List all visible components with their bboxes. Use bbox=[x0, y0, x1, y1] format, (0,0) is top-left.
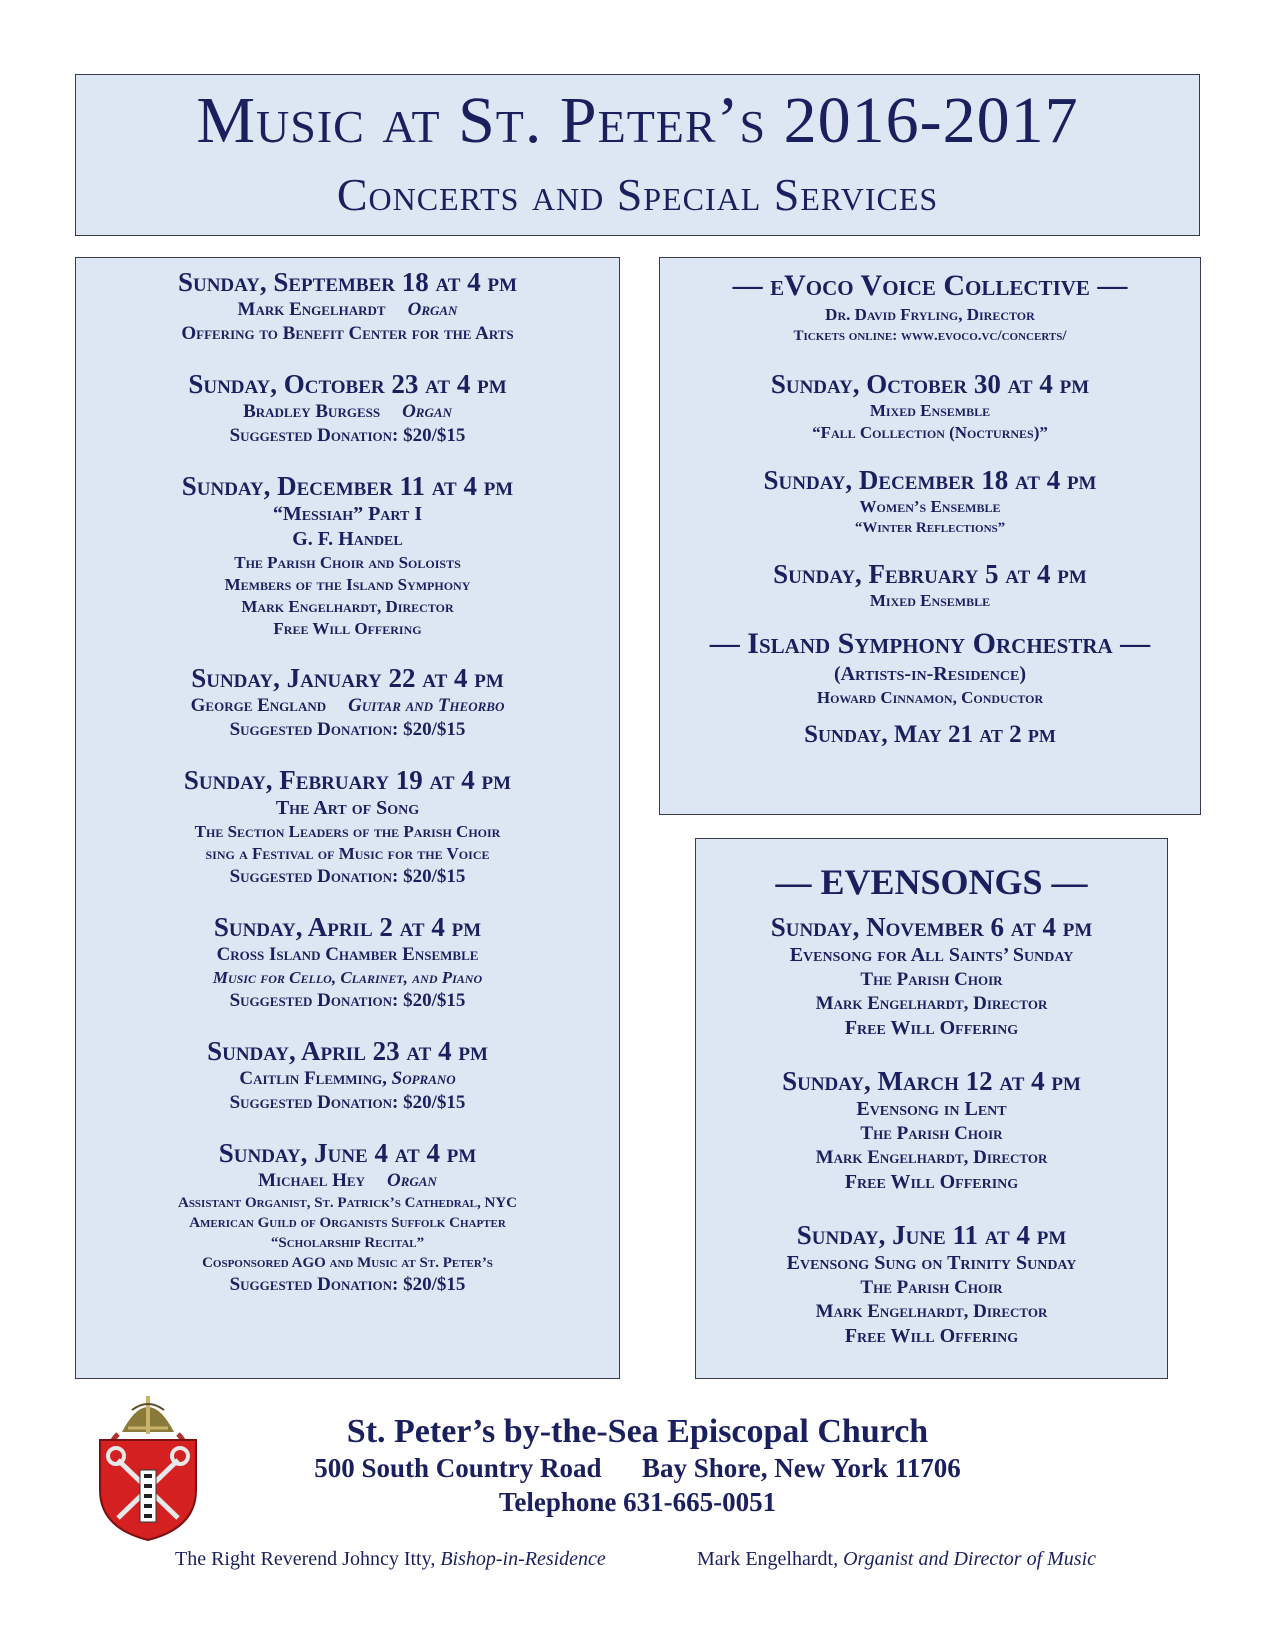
evensong-event bbox=[696, 911, 1167, 1041]
concert-event bbox=[76, 662, 619, 742]
event-detail bbox=[76, 527, 619, 552]
event-detail bbox=[76, 1233, 619, 1253]
event-detail: Evensong for All Saints’ Sunday bbox=[789, 944, 1074, 966]
evensongs-events bbox=[696, 911, 1167, 1349]
event-detail-text: American Guild of Organists Suffolk Chapter bbox=[189, 1215, 506, 1231]
event-detail bbox=[76, 718, 619, 742]
event-detail-text: Suggested Donation: $20/$15 bbox=[229, 990, 466, 1011]
evoco-tickets: Tickets online: www.evoco.vc/concerts/ bbox=[793, 328, 1067, 344]
event-detail bbox=[76, 1273, 619, 1297]
event-detail-text: Michael Hey bbox=[258, 1170, 365, 1191]
bishop-credit bbox=[175, 1548, 606, 1571]
evensongs-heading: — EVENSONGS — bbox=[775, 862, 1088, 902]
event-detail-text: Bradley Burgess bbox=[243, 401, 381, 422]
event-detail bbox=[76, 618, 619, 640]
event-detail bbox=[76, 400, 619, 424]
event-detail bbox=[76, 865, 619, 889]
event-detail-text: The Parish Choir and Soloists bbox=[234, 553, 461, 572]
header-banner bbox=[75, 74, 1200, 236]
event-detail-italic: Organ bbox=[386, 1170, 437, 1191]
event-detail-text: The Art of Song bbox=[275, 797, 420, 819]
event-detail: Mixed Ensemble bbox=[869, 401, 991, 420]
event-detail-text: “Scholarship Recital” bbox=[270, 1235, 425, 1251]
event-detail bbox=[76, 821, 619, 843]
event-detail-text: Mark Engelhardt bbox=[237, 299, 386, 320]
event-detail-text: Suggested Donation: $20/$15 bbox=[229, 1274, 466, 1295]
evensongs-panel bbox=[695, 838, 1168, 1379]
evoco-heading: — eVoco Voice Collective — bbox=[732, 269, 1128, 302]
event-detail: Free Will Offering bbox=[844, 1171, 1019, 1193]
event-detail: The Parish Choir bbox=[860, 969, 1003, 990]
concert-event bbox=[76, 1035, 619, 1115]
evoco-iso-panel bbox=[659, 257, 1201, 815]
event-date: Sunday, December 11 at 4 pm bbox=[181, 471, 514, 501]
event-detail-text: Suggested Donation: $20/$15 bbox=[229, 719, 466, 740]
iso-conductor: Howard Cinnamon, Conductor bbox=[816, 688, 1044, 707]
event-detail: Mark Engelhardt, Director bbox=[815, 1147, 1048, 1168]
page-subtitle: Concerts and Special Services bbox=[336, 169, 939, 220]
event-date: Sunday, December 18 at 4 pm bbox=[763, 465, 1097, 495]
concert-event bbox=[76, 911, 619, 1013]
event-date: Sunday, September 18 at 4 pm bbox=[177, 267, 518, 297]
event-date: Sunday, March 12 at 4 pm bbox=[782, 1066, 1081, 1096]
concert-event bbox=[76, 368, 619, 448]
event-detail-text: Offering to Benefit Center for the Arts bbox=[181, 323, 514, 344]
director-title: Organist and Director of Music bbox=[843, 1548, 1097, 1570]
event-detail bbox=[76, 1169, 619, 1193]
event-detail bbox=[76, 424, 619, 448]
event-detail bbox=[76, 843, 619, 865]
concert-event bbox=[76, 764, 619, 889]
evensong-event bbox=[696, 1065, 1167, 1195]
event-detail-text: sing a Festival of Music for the Voice bbox=[205, 844, 490, 863]
event-detail bbox=[76, 943, 619, 967]
event-detail: Mark Engelhardt, Director bbox=[815, 1301, 1048, 1322]
concert-event bbox=[76, 470, 619, 640]
event-detail bbox=[76, 322, 619, 346]
event-detail bbox=[76, 694, 619, 718]
event-date: Sunday, April 23 at 4 pm bbox=[207, 1036, 488, 1066]
event-detail: “Winter Reflections” bbox=[854, 520, 1006, 536]
event-detail bbox=[76, 298, 619, 322]
evensong-event bbox=[696, 1219, 1167, 1349]
event-date: Sunday, April 2 at 4 pm bbox=[213, 912, 482, 942]
event-detail: Free Will Offering bbox=[844, 1325, 1019, 1347]
page-title: Music at St. Peter’s 2016-2017 bbox=[196, 84, 1079, 157]
event-detail: Evensong Sung on Trinity Sunday bbox=[786, 1252, 1077, 1274]
event-detail-text: Suggested Donation: $20/$15 bbox=[229, 866, 466, 887]
event-detail-text: Members of the Island Symphony bbox=[224, 575, 471, 594]
event-date: Sunday, January 22 at 4 pm bbox=[191, 663, 504, 693]
event-detail bbox=[76, 989, 619, 1013]
event-detail-text: Assistant Organist, St. Patrick’s Cathedral, NYC bbox=[177, 1195, 517, 1211]
event-detail-text: Cross Island Chamber Ensemble bbox=[216, 944, 479, 965]
church-telephone: Telephone 631-665-0051 bbox=[498, 1487, 777, 1517]
event-detail bbox=[76, 552, 619, 574]
event-detail-italic: Soprano bbox=[391, 1068, 456, 1089]
event-detail bbox=[76, 596, 619, 618]
church-address: 500 South Country Road Bay Shore, New York 11706 bbox=[314, 1453, 961, 1483]
event-date: Sunday, June 11 at 4 pm bbox=[796, 1220, 1067, 1250]
event-detail: The Parish Choir bbox=[860, 1277, 1003, 1298]
event-detail: The Parish Choir bbox=[860, 1123, 1003, 1144]
event-date: Sunday, February 19 at 4 pm bbox=[183, 765, 512, 795]
event-detail-text: Caitlin Flemming, bbox=[239, 1068, 387, 1089]
event-detail-text: Free Will Offering bbox=[273, 619, 422, 638]
evoco-event bbox=[660, 464, 1200, 538]
concert-event bbox=[76, 266, 619, 346]
event-detail bbox=[76, 967, 619, 989]
event-detail-text: Suggested Donation: $20/$15 bbox=[229, 425, 466, 446]
director-name: Mark Engelhardt, bbox=[697, 1548, 839, 1570]
evoco-event bbox=[660, 368, 1200, 444]
event-detail: “Fall Collection (Nocturnes)” bbox=[812, 423, 1048, 442]
iso-heading: — Island Symphony Orchestra — bbox=[709, 627, 1151, 660]
event-detail: Mixed Ensemble bbox=[869, 591, 991, 610]
event-detail-text: “Messiah” Part I bbox=[272, 503, 423, 525]
event-date: Sunday, June 4 at 4 pm bbox=[218, 1138, 477, 1168]
church-name: St. Peter’s by-the-Sea Episcopal Church bbox=[346, 1413, 929, 1450]
evoco-director: Dr. David Fryling, Director bbox=[825, 305, 1035, 324]
event-detail-italic: Guitar and Theorbo bbox=[348, 695, 505, 716]
event-detail-text: George England bbox=[190, 695, 327, 716]
event-detail bbox=[76, 502, 619, 527]
event-detail-text: Suggested Donation: $20/$15 bbox=[229, 1092, 466, 1113]
evoco-events bbox=[660, 368, 1200, 612]
event-detail bbox=[76, 1213, 619, 1233]
event-detail bbox=[76, 574, 619, 596]
event-detail: Women’s Ensemble bbox=[859, 497, 1001, 516]
concerts-list bbox=[75, 257, 620, 1379]
event-detail bbox=[76, 1253, 619, 1273]
event-date: Sunday, November 6 at 4 pm bbox=[770, 912, 1093, 942]
event-detail: Evensong in Lent bbox=[856, 1098, 1007, 1120]
evoco-event bbox=[660, 558, 1200, 612]
event-detail-italic: Organ bbox=[407, 299, 458, 320]
bishop-name: The Right Reverend Johncy Itty, bbox=[175, 1548, 436, 1570]
event-detail: Mark Engelhardt, Director bbox=[815, 993, 1048, 1014]
iso-subheading: (Artists-in-Residence) bbox=[834, 663, 1026, 685]
bishop-title: Bishop-in-Residence bbox=[440, 1548, 606, 1570]
event-date: Sunday, October 30 at 4 pm bbox=[770, 369, 1090, 399]
event-detail bbox=[76, 1193, 619, 1213]
event-detail bbox=[76, 796, 619, 821]
event-detail-text: Cosponsored AGO and Music at St. Peter’s bbox=[202, 1255, 493, 1271]
event-detail-text: The Section Leaders of the Parish Choir bbox=[194, 822, 501, 841]
event-date: Sunday, October 23 at 4 pm bbox=[188, 369, 507, 399]
event-detail bbox=[76, 1067, 619, 1091]
event-detail bbox=[76, 1091, 619, 1115]
event-detail-italic: Organ bbox=[402, 401, 452, 422]
iso-date: Sunday, May 21 at 2 pm bbox=[804, 721, 1056, 748]
event-detail-text: G. F. Handel bbox=[292, 528, 403, 550]
event-detail-text: Mark Engelhardt, Director bbox=[241, 597, 454, 616]
director-credit bbox=[697, 1548, 1096, 1571]
concert-event bbox=[76, 1137, 619, 1297]
event-detail: Free Will Offering bbox=[844, 1017, 1019, 1039]
event-date: Sunday, February 5 at 4 pm bbox=[773, 559, 1087, 589]
event-detail-italic: Music for Cello, Clarinet, and Piano bbox=[212, 968, 483, 987]
